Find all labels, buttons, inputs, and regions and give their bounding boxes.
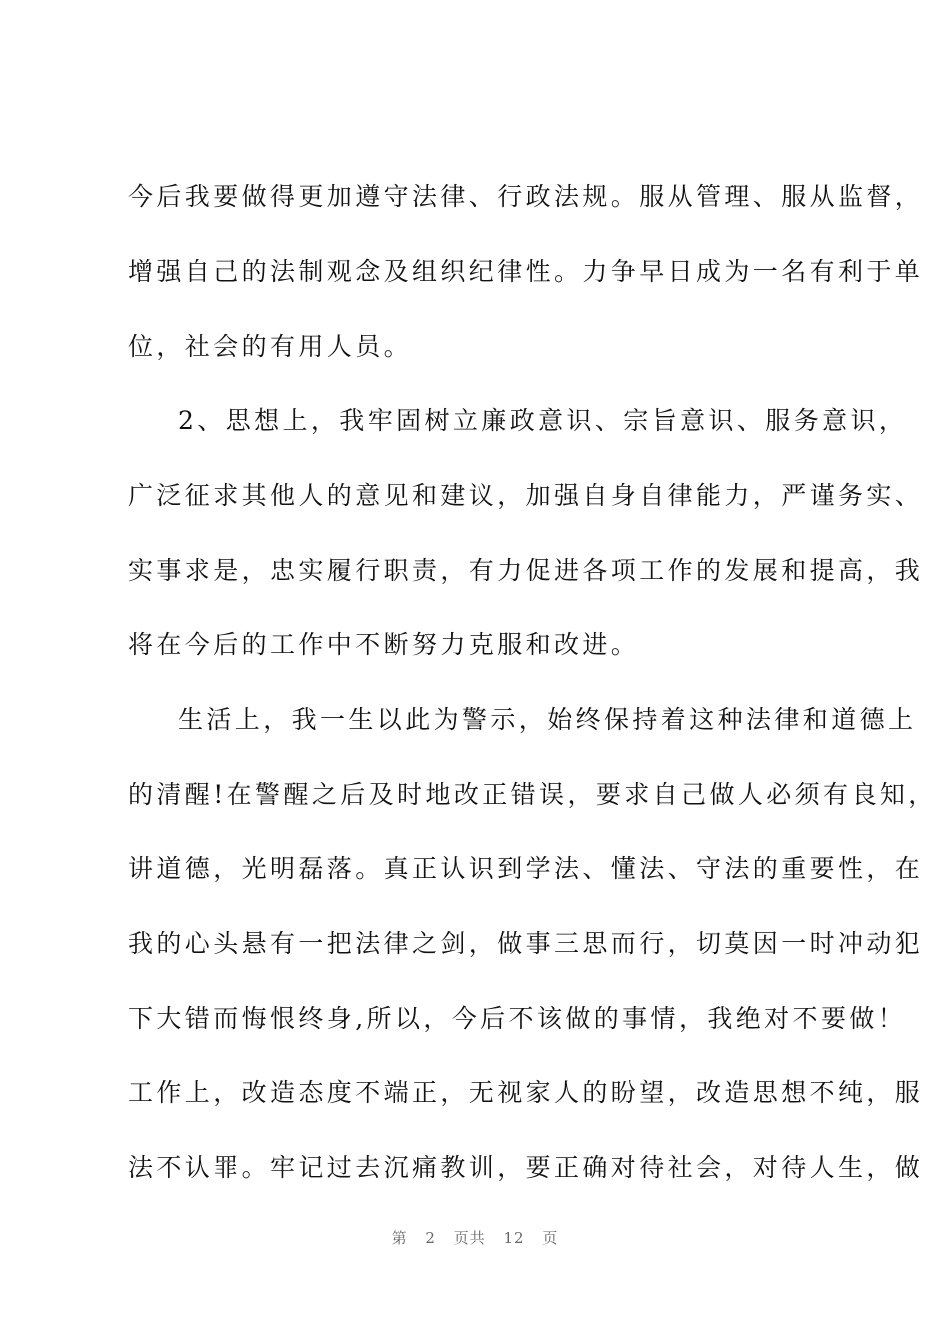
footer-label-end: 页	[542, 1229, 559, 1247]
paragraph-line: 实事求是，忠实履行职责，有力促进各项工作的发展和提高，我	[128, 556, 924, 585]
paragraph-line: 我的心头悬有一把法律之剑，做事三思而行，切莫因一时冲动犯	[128, 929, 924, 958]
footer-label-page: 第	[391, 1229, 408, 1247]
paragraph-line: 生活上，我一生以此为警示，始终保持着这种法律和道德上	[178, 705, 917, 734]
footer-label-of: 页共	[453, 1229, 486, 1247]
paragraph-line: 讲道德，光明磊落。真正认识到学法、懂法、守法的重要性，在	[128, 854, 924, 883]
paragraph-line: 广泛征求其他人的意见和建议，加强自身自律能力，严谨务实、	[128, 481, 924, 510]
footer-total-pages: 12	[503, 1229, 525, 1247]
paragraph-line: 法不认罪。牢记过去沉痛教训，要正确对待社会，对待人生，做	[128, 1153, 924, 1182]
paragraph-line: 下大错而悔恨终身,所以，今后不该做的事情，我绝对不要做！	[128, 1004, 907, 1033]
paragraph-line: 增强自己的法制观念及组织纪律性。力争早日成为一名有利于单	[128, 257, 924, 286]
paragraph-line: 今后我要做得更加遵守法律、行政法规。服从管理、服从监督，	[128, 182, 924, 211]
paragraph-line: 工作上，改造态度不端正，无视家人的盼望，改造思想不纯，服	[128, 1078, 924, 1107]
paragraph-line: 的清醒!在警醒之后及时地改正错误，要求自己做人必须有良知，	[128, 780, 937, 809]
paragraph-line: 将在今后的工作中不断努力克服和改进。	[128, 630, 640, 659]
paragraph-line: 2、思想上，我牢固树立廉政意识、宗旨意识、服务意识，	[178, 406, 908, 435]
page-footer	[0, 1227, 950, 1248]
paragraph-line: 位，社会的有用人员。	[128, 332, 413, 361]
footer-current-page: 2	[425, 1229, 436, 1247]
